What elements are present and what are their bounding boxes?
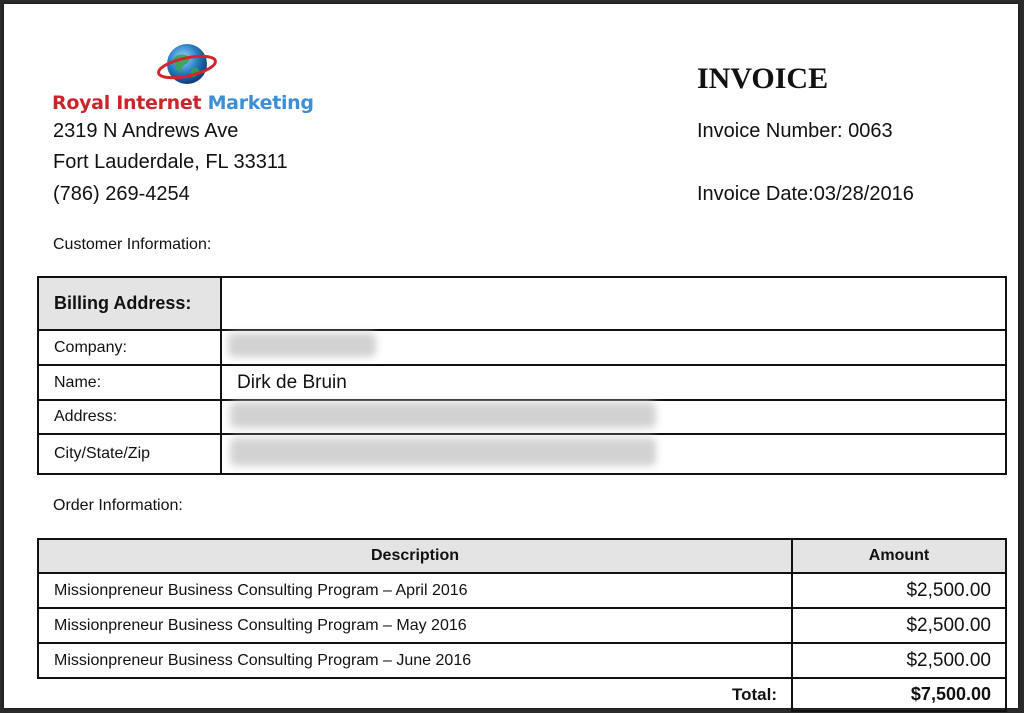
address-value-redacted	[221, 400, 1006, 434]
company-address-line1: 2319 N Andrews Ave	[53, 120, 239, 142]
logo-text-part2: Marketing	[207, 92, 314, 114]
city-value-redacted	[221, 434, 1006, 474]
address-label: Address:	[38, 400, 221, 434]
order-item-description: Missionpreneur Business Consulting Program – May 2016	[38, 608, 792, 643]
name-row	[38, 365, 1006, 400]
order-item-description: Missionpreneur Business Consulting Program – June 2016	[38, 643, 792, 678]
order-row	[38, 643, 1006, 678]
redacted-company	[228, 333, 376, 357]
order-row	[38, 608, 1006, 643]
order-table	[37, 538, 1007, 712]
company-logo-text	[52, 92, 314, 114]
customer-section-label: Customer Information:	[53, 236, 212, 253]
name-value: Dirk de Bruin	[221, 365, 1006, 400]
order-section-label: Order Information:	[53, 497, 183, 514]
billing-header-row	[38, 277, 1006, 330]
company-phone: (786) 269-4254	[53, 183, 190, 205]
city-row	[38, 434, 1006, 474]
company-address-line2: Fort Lauderdale, FL 33311	[53, 151, 288, 173]
invoice-number: Invoice Number: 0063	[697, 120, 893, 142]
name-label: Name:	[38, 365, 221, 400]
billing-header: Billing Address:	[38, 277, 221, 330]
amount-column-header: Amount	[792, 539, 1006, 573]
invoice-title: INVOICE	[697, 62, 829, 95]
globe-logo-icon	[156, 40, 218, 90]
billing-table	[37, 276, 1007, 475]
redacted-city	[230, 438, 656, 466]
order-item-amount: $2,500.00	[792, 608, 1006, 643]
description-column-header: Description	[38, 539, 792, 573]
company-row	[38, 330, 1006, 365]
invoice-date: Invoice Date:03/28/2016	[697, 183, 914, 205]
order-header-row	[38, 539, 1006, 573]
total-label: Total:	[731, 685, 777, 704]
company-value-redacted	[221, 330, 1006, 365]
city-label: City/State/Zip	[38, 434, 221, 474]
order-item-amount: $2,500.00	[792, 643, 1006, 678]
redacted-address	[230, 402, 656, 428]
company-label: Company:	[38, 330, 221, 365]
order-item-amount: $2,500.00	[792, 573, 1006, 608]
order-row	[38, 573, 1006, 608]
invoice-page	[4, 4, 1018, 708]
logo-text-part1: Royal Internet	[52, 92, 202, 114]
address-row	[38, 400, 1006, 434]
billing-header-value	[221, 277, 1006, 330]
order-item-description: Missionpreneur Business Consulting Program – April 2016	[38, 573, 792, 608]
total-row	[38, 678, 1006, 711]
total-value: $7,500.00	[792, 678, 1006, 711]
